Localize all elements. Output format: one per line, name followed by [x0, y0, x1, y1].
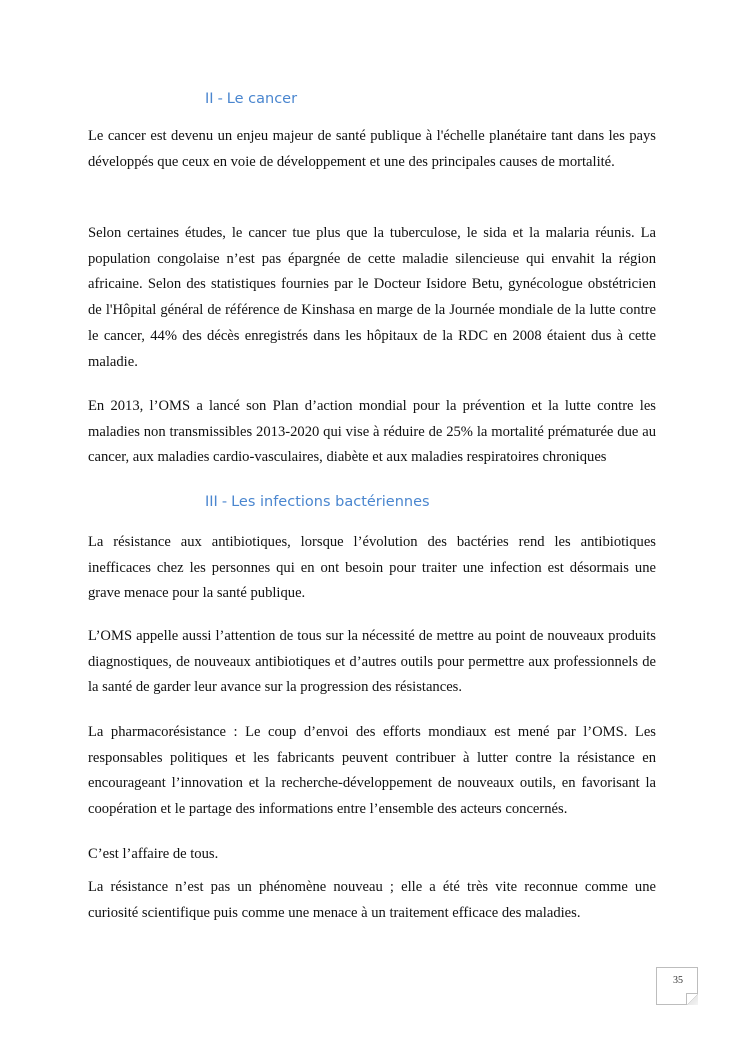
- section-number: II: [205, 91, 214, 107]
- page-number: 35: [673, 975, 683, 986]
- section-separator: -: [217, 91, 223, 107]
- section-title: Les infections bactériennes: [231, 494, 430, 510]
- page-number-box-border: [657, 1004, 687, 1005]
- section-heading-cancer: [205, 91, 297, 107]
- page-curl-icon: [686, 993, 698, 1005]
- section-heading-infections: [205, 494, 430, 510]
- section-separator: -: [221, 494, 228, 510]
- section-title: Le cancer: [226, 91, 298, 107]
- paragraph: Le cancer est devenu un enjeu majeur de santé publique à l'échelle planétaire tant dans les pays développés que ceux en voie de développement et une des principales causes de mortalité.: [88, 128, 656, 170]
- paragraph: La résistance aux antibiotiques, lorsque l’évolution des bactéries rend les antibiotiques inefficaces chez les personnes qui en ont besoin pour traiter une infection est désormais une grave menace pour la santé publique.: [88, 534, 656, 602]
- paragraph: C’est l’affaire de tous.: [88, 846, 219, 862]
- paragraph: En 2013, l’OMS a lancé son Plan d’action mondial pour la prévention et la lutte contre les maladies non transmissibles 2013-2020 qui vise à réduire de 25% la mortalité prématurée due au cancer, aux maladies cardio-vasculaires, diabète et aux maladies respiratoires chroniques: [88, 398, 656, 466]
- page-number-box: [656, 967, 698, 1005]
- paragraph: La pharmacorésistance : Le coup d’envoi des efforts mondiaux est mené par l’OMS. Les responsables politiques et les fabricants peuvent contribuer à lutter contre la résistance en encourageant l’innovation et la recherche-développement de nouveaux outils, en favorisant la coopération et le partage des informations entre l’ensemble des acteurs concernés.: [88, 724, 656, 818]
- paragraph: L’OMS appelle aussi l’attention de tous sur la nécessité de mettre au point de nouveaux produits diagnostiques, de nouveaux antibiotiques et d’autres outils pour permettre aux professionnels de la santé de garder leur avance sur la progression des résistances.: [88, 628, 656, 696]
- section-number: III: [205, 494, 218, 510]
- paragraph: La résistance n’est pas un phénomène nouveau ; elle a été très vite reconnue comme une curiosité scientifique puis comme une menace à un traitement efficace des maladies.: [88, 879, 656, 921]
- paragraph: Selon certaines études, le cancer tue plus que la tuberculose, le sida et la malaria réunis. La population congolaise n’est pas épargnée de cette maladie silencieuse qui envahit la région africaine. Selon des statistiques fournies par le Docteur Isidore Betu, gynécologue obstétricien de l'Hôpital général de référence de Kinshasa en marge de la Journée mondiale de la lutte contre le cancer, 44% des décès enregistrés dans les hôpitaux de la RDC en 2008 étaient dus à cette maladie.: [88, 225, 656, 370]
